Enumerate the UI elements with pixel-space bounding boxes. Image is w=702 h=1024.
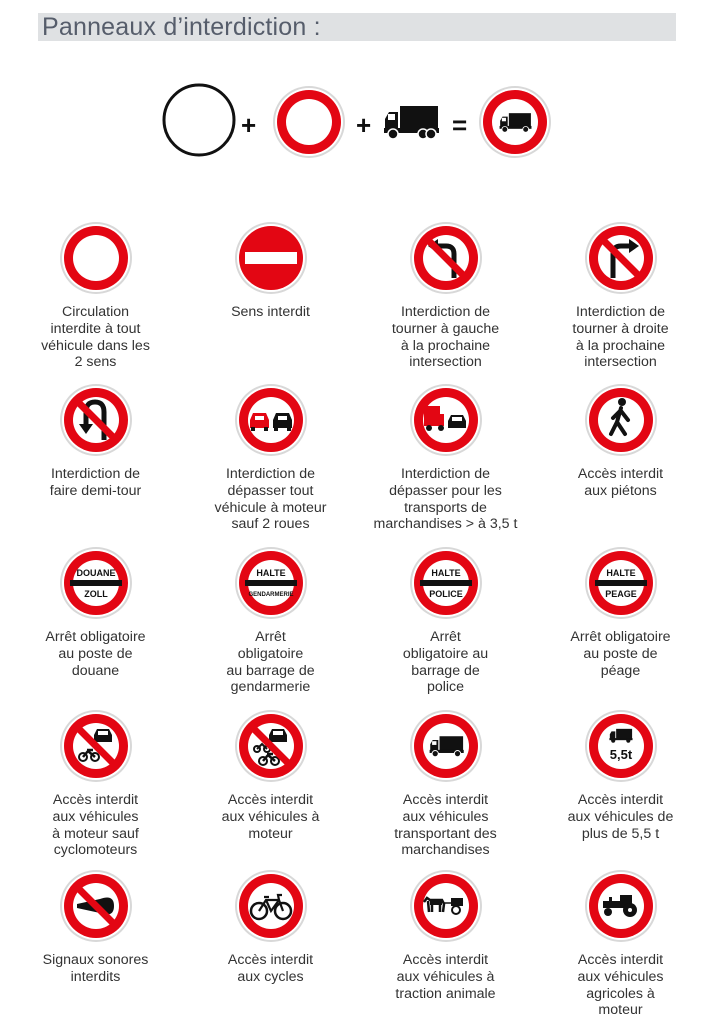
sign-caption: Accès interdit aux véhicules agricoles à moteur: [577, 952, 664, 1019]
sign-card: [533, 868, 702, 1019]
sign-card: [183, 545, 358, 696]
sign-text-top: DOUANE: [75, 568, 116, 578]
sign-card: [533, 545, 702, 679]
sign-caption: Interdiction de faire demi-tour: [49, 466, 142, 499]
no-entry-sign-icon: [233, 220, 309, 296]
sign-caption: Accès interdit aux véhicules de plus de 5,5 t: [567, 792, 674, 842]
sign-text-bottom: POLICE: [428, 589, 463, 599]
red-ring-icon: [271, 84, 347, 160]
sign-caption: Accès interdit aux véhicules à moteur: [221, 792, 320, 842]
no-vehicles-over-5-5t-sign-icon: [583, 708, 659, 784]
plain-circle-icon: [161, 82, 237, 158]
sign-card: [533, 708, 702, 842]
sign-card: [358, 545, 533, 696]
sign-card: [533, 220, 702, 371]
sign-card: [183, 382, 358, 533]
sign-card: [358, 382, 533, 533]
sign-caption: Interdiction de dépasser pour les transports de marchandises > à 3,5 t: [373, 466, 518, 533]
no-overtaking-trucks-sign-icon: [408, 382, 484, 458]
sign-caption: Interdiction de tourner à droite à la prochaine intersection: [572, 304, 669, 371]
no-horn-sign-icon: [58, 868, 134, 944]
sign-card: [8, 708, 183, 859]
sign-text-top: HALTE: [605, 568, 636, 578]
no-trucks-sign-icon: [477, 84, 553, 160]
no-animal-drawn-vehicles-sign-icon: [408, 868, 484, 944]
sign-card: [183, 708, 358, 842]
sign-caption: Signaux sonores interdits: [42, 952, 149, 985]
truck-icon: [383, 104, 439, 140]
sign-caption: Arrêt obligatoire au barrage de police: [402, 629, 489, 696]
gendarmerie-stop-sign-icon: [233, 545, 309, 621]
no-pedestrians-sign-icon: [583, 382, 659, 458]
sign-text-bottom: PEAGE: [604, 589, 637, 599]
no-right-turn-sign-icon: [583, 220, 659, 296]
sign-caption: Sens interdit: [231, 304, 310, 320]
no-u-turn-sign-icon: [58, 382, 134, 458]
sign-text-top: HALTE: [430, 568, 461, 578]
sign-caption: Interdiction de tourner à gauche à la prochaine intersection: [391, 304, 500, 371]
sign-text-top: HALTE: [255, 568, 286, 578]
sign-card: [358, 708, 533, 859]
sign-card: [358, 220, 533, 371]
no-left-turn-sign-icon: [408, 220, 484, 296]
sign-caption: Arrêt obligatoire au poste de douane: [45, 629, 146, 679]
sign-card: [8, 220, 183, 371]
sign-caption: Arrêt obligatoire au poste de péage: [570, 629, 671, 679]
toll-stop-sign-icon: [583, 545, 659, 621]
sign-card: [358, 868, 533, 1002]
sign-composition-equation: [0, 0, 702, 180]
police-stop-sign-icon: [408, 545, 484, 621]
sign-card: [8, 382, 183, 500]
page-title: Panneaux d’interdiction :: [42, 13, 321, 41]
no-agricultural-vehicles-sign-icon: [583, 868, 659, 944]
no-motor-vehicles-sign-icon: [233, 708, 309, 784]
plus-operator: +: [241, 110, 257, 140]
sign-caption: Interdiction de dépasser tout véhicule à moteur sauf 2 roues: [214, 466, 327, 533]
sign-caption: Accès interdit aux cycles: [227, 952, 314, 985]
sign-caption: Circulation interdite à tout véhicule dans les 2 sens: [41, 304, 150, 371]
sign-card: [183, 868, 358, 986]
equals-operator: =: [452, 110, 468, 140]
sign-card: [183, 220, 358, 321]
sign-caption: Accès interdit aux piétons: [577, 466, 664, 499]
sign-caption: Accès interdit aux véhicules à traction animale: [395, 952, 496, 1002]
no-vehicles-sign-icon: [58, 220, 134, 296]
weight-limit-text: 5,5t: [609, 747, 632, 762]
sign-text-bottom: GENDARMERIE: [247, 592, 294, 598]
sign-text-bottom: ZOLL: [83, 589, 108, 599]
customs-stop-sign-icon: [58, 545, 134, 621]
sign-card: [8, 868, 183, 986]
no-motor-vehicles-except-mopeds-sign-icon: [58, 708, 134, 784]
no-cycles-sign-icon: [233, 868, 309, 944]
no-goods-vehicles-sign-icon: [408, 708, 484, 784]
sign-caption: Accès interdit aux véhicules à moteur sauf cyclomoteurs: [52, 792, 139, 859]
sign-caption: Arrêt obligatoire au barrage de gendarmerie: [226, 629, 315, 696]
plus-operator: +: [356, 110, 372, 140]
sign-card: [533, 382, 702, 500]
no-overtaking-sign-icon: [233, 382, 309, 458]
sign-card: [8, 545, 183, 679]
sign-caption: Accès interdit aux véhicules transportant des marchandises: [394, 792, 497, 859]
